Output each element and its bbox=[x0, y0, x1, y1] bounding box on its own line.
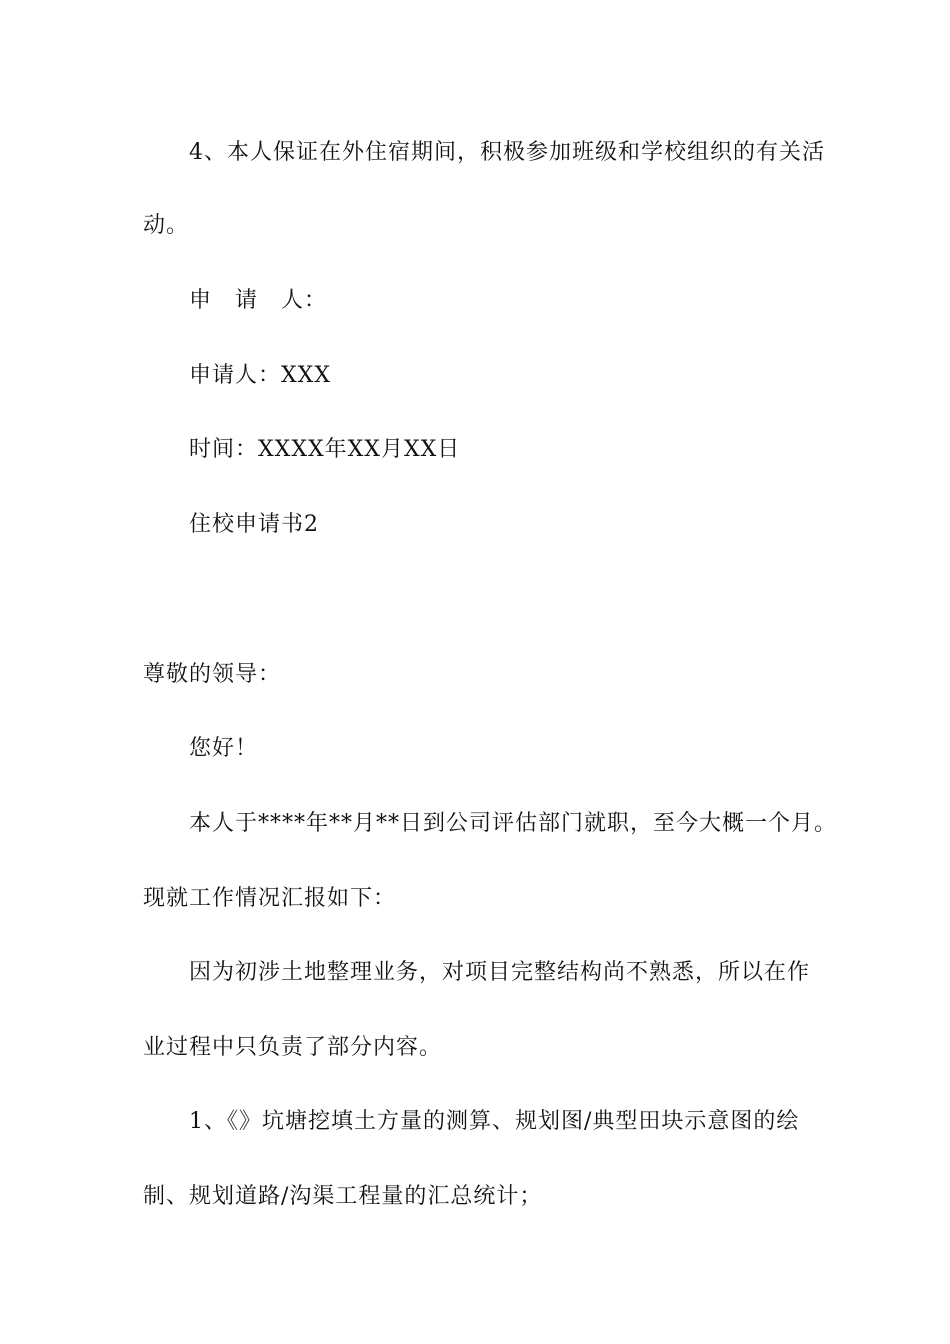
salutation: 尊敬的领导： bbox=[143, 662, 282, 687]
applicant-label: 申 请 人： bbox=[189, 288, 328, 313]
applicant-name: 申请人：XXX bbox=[189, 363, 331, 388]
paragraph-line: 现就工作情况汇报如下： bbox=[143, 886, 397, 911]
paragraph-line: 动。 bbox=[143, 213, 190, 238]
paragraph-line: 1、《》坑塘挖填土方量的测算、规划图/典型田块示意图的绘 bbox=[189, 1109, 800, 1134]
paragraph-line: 业过程中只负责了部分内容。 bbox=[143, 1035, 443, 1060]
paragraph-line: 因为初涉土地整理业务，对项目完整结构尚不熟悉，所以在作 bbox=[189, 960, 811, 985]
paragraph-line: 本人于****年**月**日到公司评估部门就职，至今大概一个月。 bbox=[189, 811, 838, 836]
section-title: 住校申请书2 bbox=[189, 512, 319, 537]
paragraph-line: 制、规划道路/沟渠工程量的汇总统计； bbox=[143, 1184, 543, 1209]
date-line: 时间：XXXX年XX月XX日 bbox=[189, 437, 461, 462]
paragraph-line: 4、本人保证在外住宿期间，积极参加班级和学校组织的有关活 bbox=[189, 140, 825, 165]
greeting: 您好！ bbox=[189, 736, 259, 761]
